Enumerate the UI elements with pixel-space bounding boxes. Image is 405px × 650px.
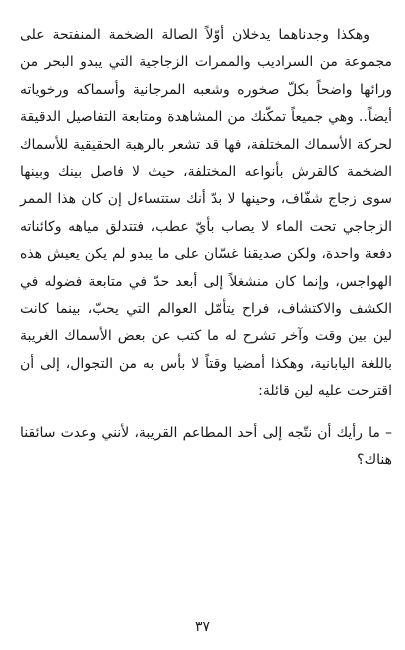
dialogue-paragraph: – ما رأيك أن نتّجه إلى أحد المطاعم القريبة، لأنني وعدت سائقنا هناك؟ bbox=[20, 424, 392, 469]
narrative-paragraph: وهكذا وجدناهما يدخلان أوّلاً الصالة الضخمة المنفتحة على مجموعة من السراديب والممرات الزجاجية التي يبدو البحر من ورائها واضحاً بكلّ صخوره وشعبه المرجانية وأسماكه ورخوياته أيضاً.. وهي جميعاً تمكّنك من المشاهدة ومتابعة التفاصيل الدقيقة لحركة الأسماك المختلفة، فها قد تشعر بالرهبة الحقيقية للأسماك الضخمة كالقرش بأنواعه المختلفة، حيث لا فاصل بينك وبينها سوى زجاج شفّاف، وحينها لا بدّ أنك ستتساءل إن كان هذا الممر الزجاجي تحت الماء لا يصاب بأيّ عطب، فتتدلق مياهه وكائناته دفعة واحدة، ولكن صديقنا غسّان على ما يبدو لم يكن يعيش هذه الهواجس، وإنما كان منشغلاً إلى أبعد حدّ في متابعة فضوله في الكشف والاكتشاف، فراح يتأمّل العوالم التي يحبّ، بينما كانت لين بين وقت وآخر تشرح له ما كتب عن بعض الأسماك الغريبة باللغة اليابانية، وهكذا أمضيا وقتاً لا بأس به من التجوال، إلى أن اقترحت عليه لين قائلة: bbox=[20, 27, 392, 400]
page-number: ٣٧ bbox=[194, 619, 211, 635]
body-text bbox=[20, 22, 392, 475]
